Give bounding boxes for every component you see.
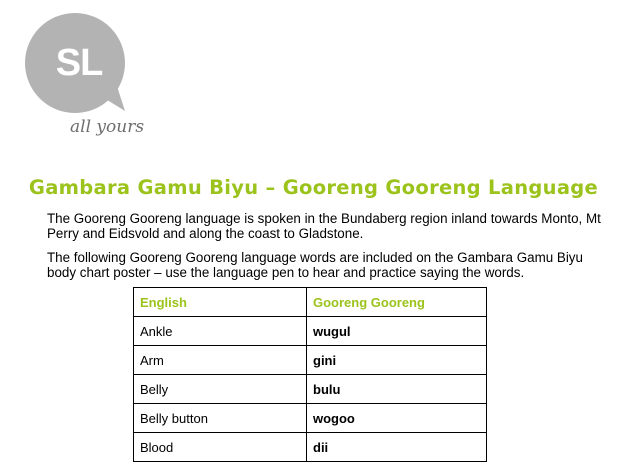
table-header-row [134,288,487,317]
column-header-gooreng: Gooreng Gooreng [307,288,487,317]
table-row [134,375,487,404]
english-word: Belly button [134,404,307,433]
column-header-english: English [134,288,307,317]
intro-paragraph: The Gooreng Gooreng language is spoken in the Bundaberg region inland towards Monto, Mt Perry and Eidsvold and along the coast to Gladstone. [47,211,601,241]
gooreng-word: dii [307,433,487,462]
gooreng-word: gini [307,346,487,375]
poster-paragraph: The following Gooreng Gooreng language words are included on the Gambara Gamu Biyu body chart poster – use the language pen to hear and practice saying the words. [47,250,583,280]
vocabulary-table [133,287,487,462]
logo-tagline: all yours [70,117,145,137]
gooreng-word: wugul [307,317,487,346]
english-word: Ankle [134,317,307,346]
english-word: Blood [134,433,307,462]
table-row [134,404,487,433]
gooreng-word: bulu [307,375,487,404]
sl-logo [18,13,148,143]
english-word: Arm [134,346,307,375]
page-title: Gambara Gamu Biyu – Gooreng Gooreng Language [28,176,599,199]
logo-initials: SL [55,42,103,84]
table-row [134,346,487,375]
english-word: Belly [134,375,307,404]
gooreng-word: wogoo [307,404,487,433]
table-row [134,433,487,462]
table-row [134,317,487,346]
